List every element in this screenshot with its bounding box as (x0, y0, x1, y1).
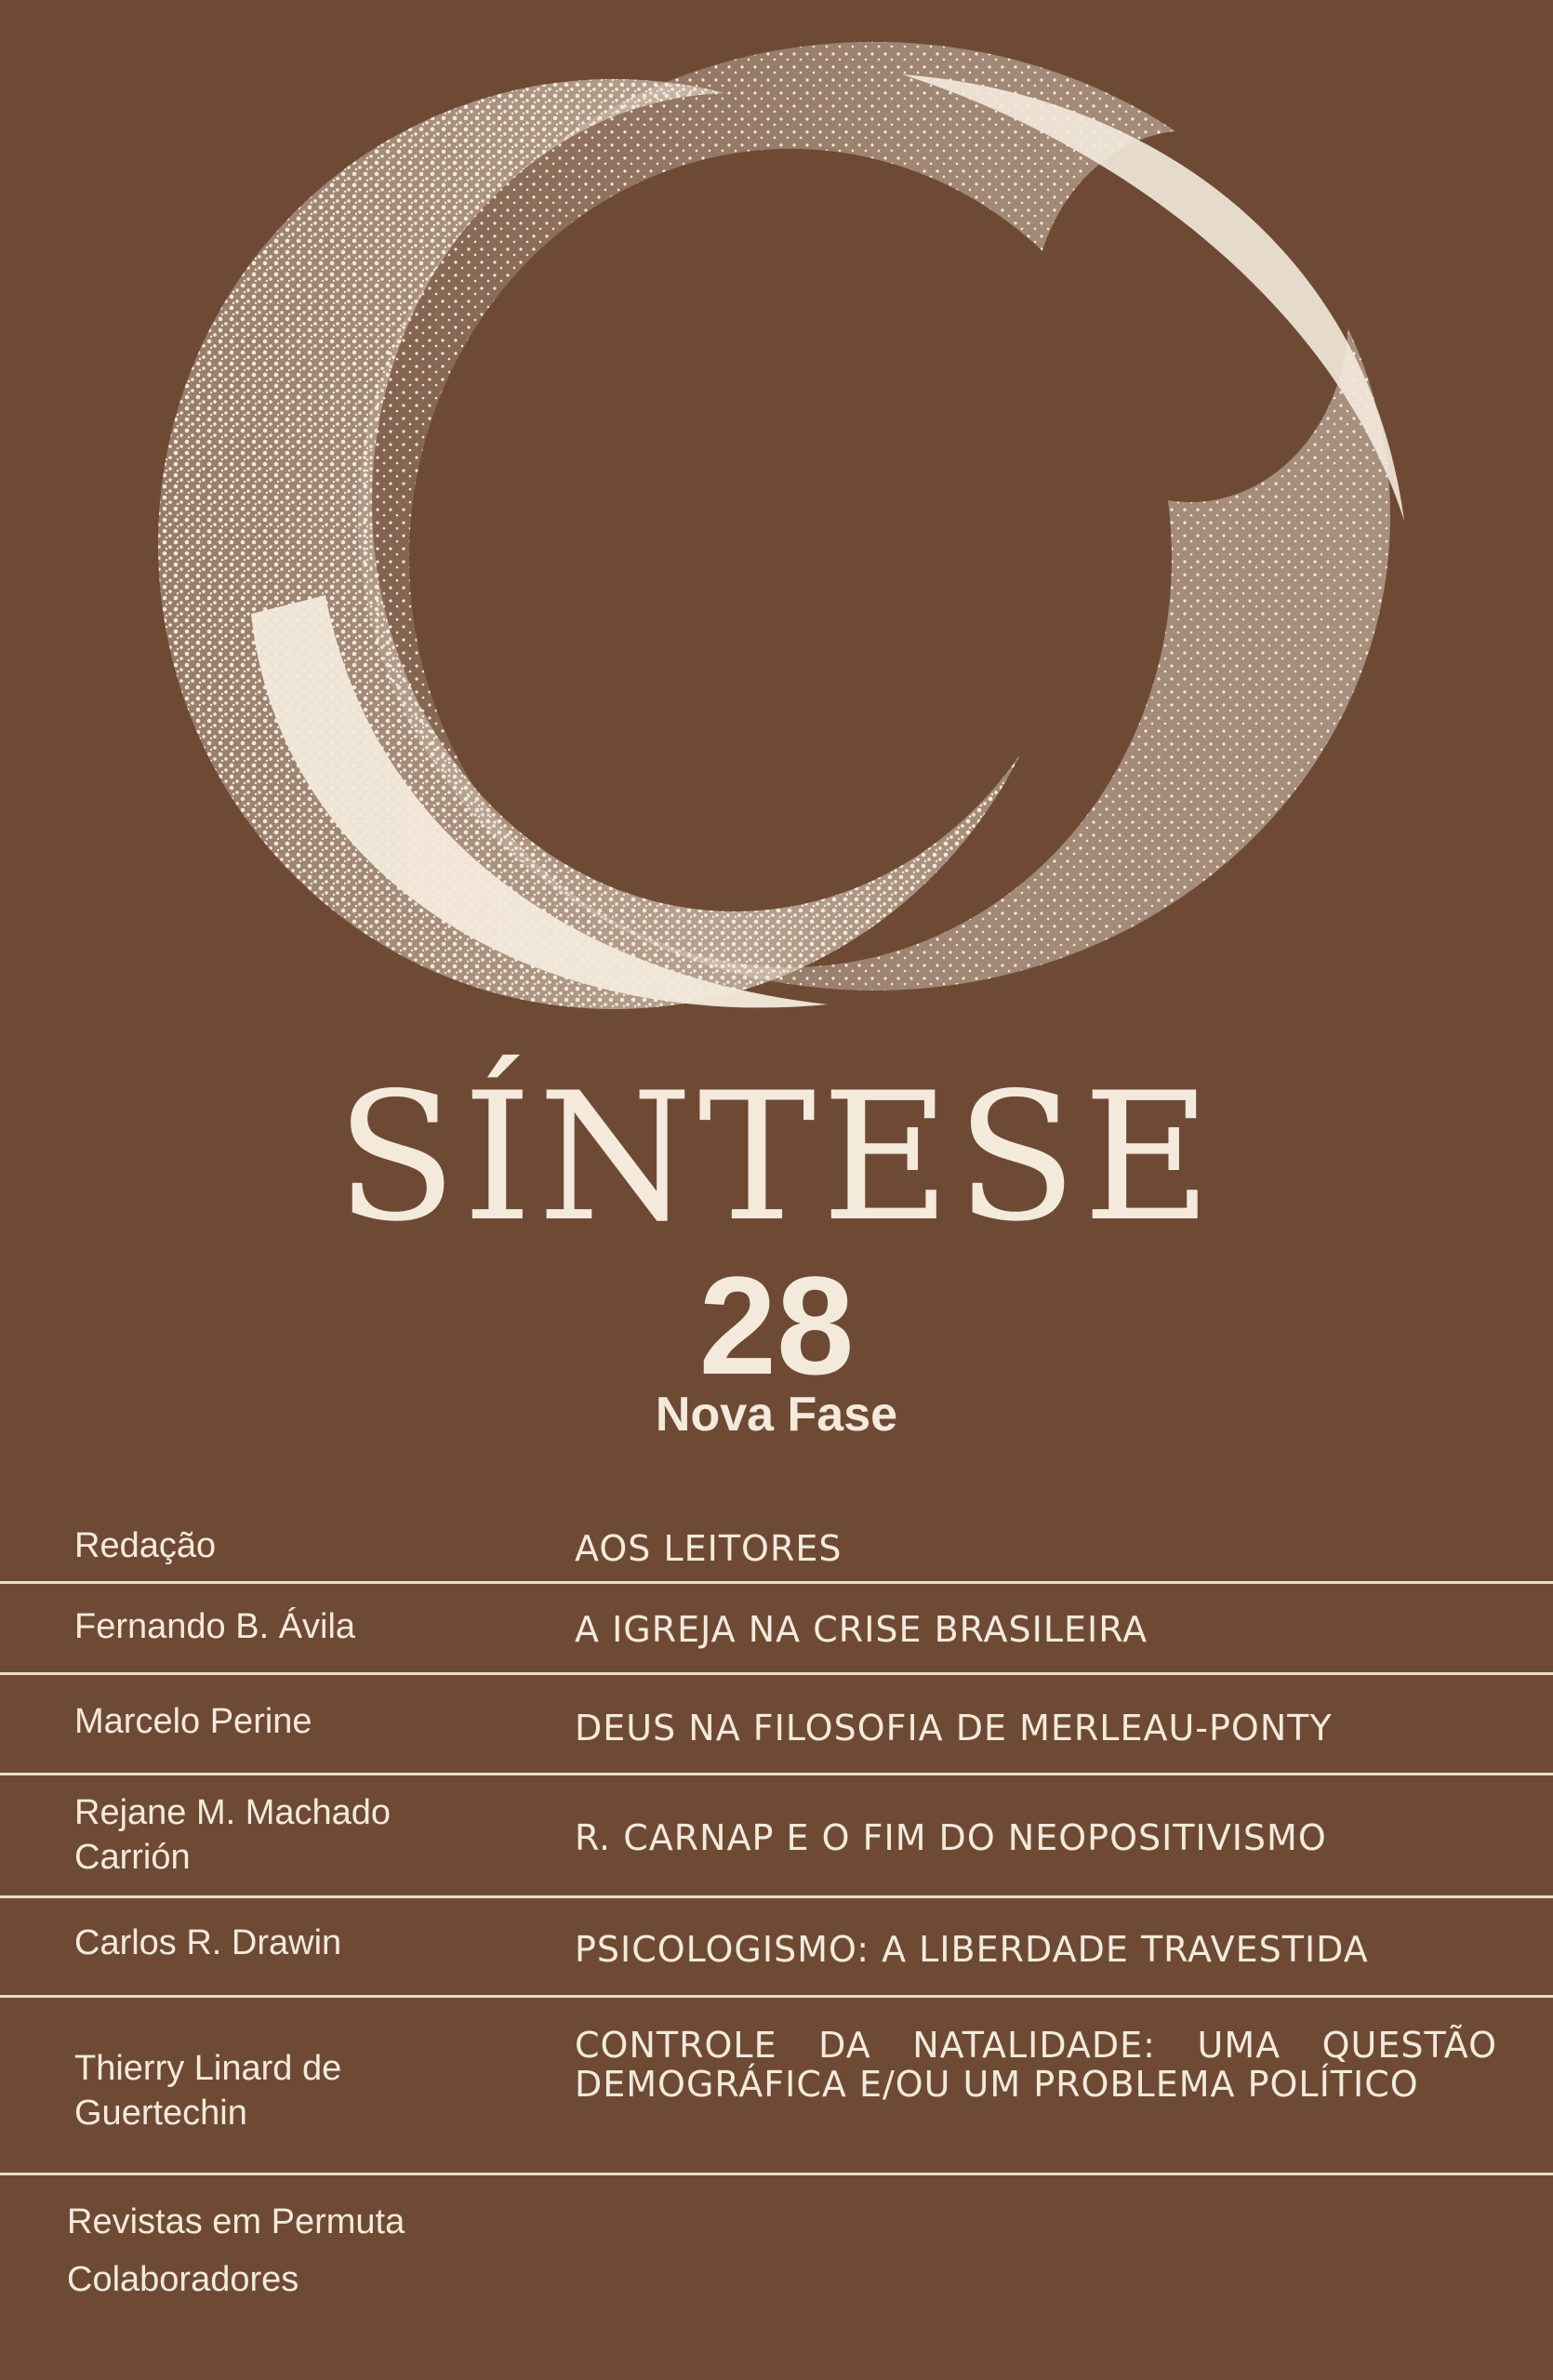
issue-number: 28 (698, 1247, 855, 1403)
journal-title: SÍNTESE (336, 1055, 1217, 1260)
toc-row (0, 1505, 1553, 1584)
toc-article-title: AOS LEITORES (575, 1528, 843, 1569)
toc-author: Marcelo Perine (74, 1702, 312, 1741)
revistas-em-permuta-label: Revistas em Permuta (67, 2202, 405, 2241)
issue-phase: Nova Fase (655, 1388, 898, 1442)
table-of-contents (0, 1505, 1553, 2175)
colaboradores-label: Colaboradores (67, 2260, 299, 2299)
toc-author: Thierry Linard de Guertechin (74, 2049, 342, 2133)
toc-author: Redação (74, 1526, 217, 1565)
toc-article-title: PSICOLOGISMO: A LIBERDADE TRAVESTIDA (575, 1929, 1369, 1970)
toc-author: Rejane M. Machado Carrión (74, 1793, 392, 1877)
appendix-sections (67, 2193, 405, 2308)
toc-author: Fernando B. Ávila (74, 1607, 356, 1646)
interlocking-rings-icon (139, 37, 1460, 1042)
toc-row (0, 1775, 1553, 1898)
toc-article-title: R. CARNAP E O FIM DO NEOPOSITIVISMO (575, 1817, 1327, 1858)
toc-article-title: A IGREJA NA CRISE BRASILEIRA (575, 1609, 1148, 1650)
toc-article-title: CONTROLE DA NATALIDADE: UMA QUESTÃO DEMOGRÁFICA E/OU UM PROBLEMA POLÍTICO (575, 2025, 1497, 2105)
toc-author: Carlos R. Drawin (74, 1923, 342, 1962)
toc-article-title: DEUS NA FILOSOFIA DE MERLEAU-PONTY (575, 1708, 1333, 1748)
toc-row (0, 1998, 1553, 2175)
toc-row (0, 1898, 1553, 1998)
toc-row (0, 1675, 1553, 1775)
toc-row (0, 1584, 1553, 1675)
